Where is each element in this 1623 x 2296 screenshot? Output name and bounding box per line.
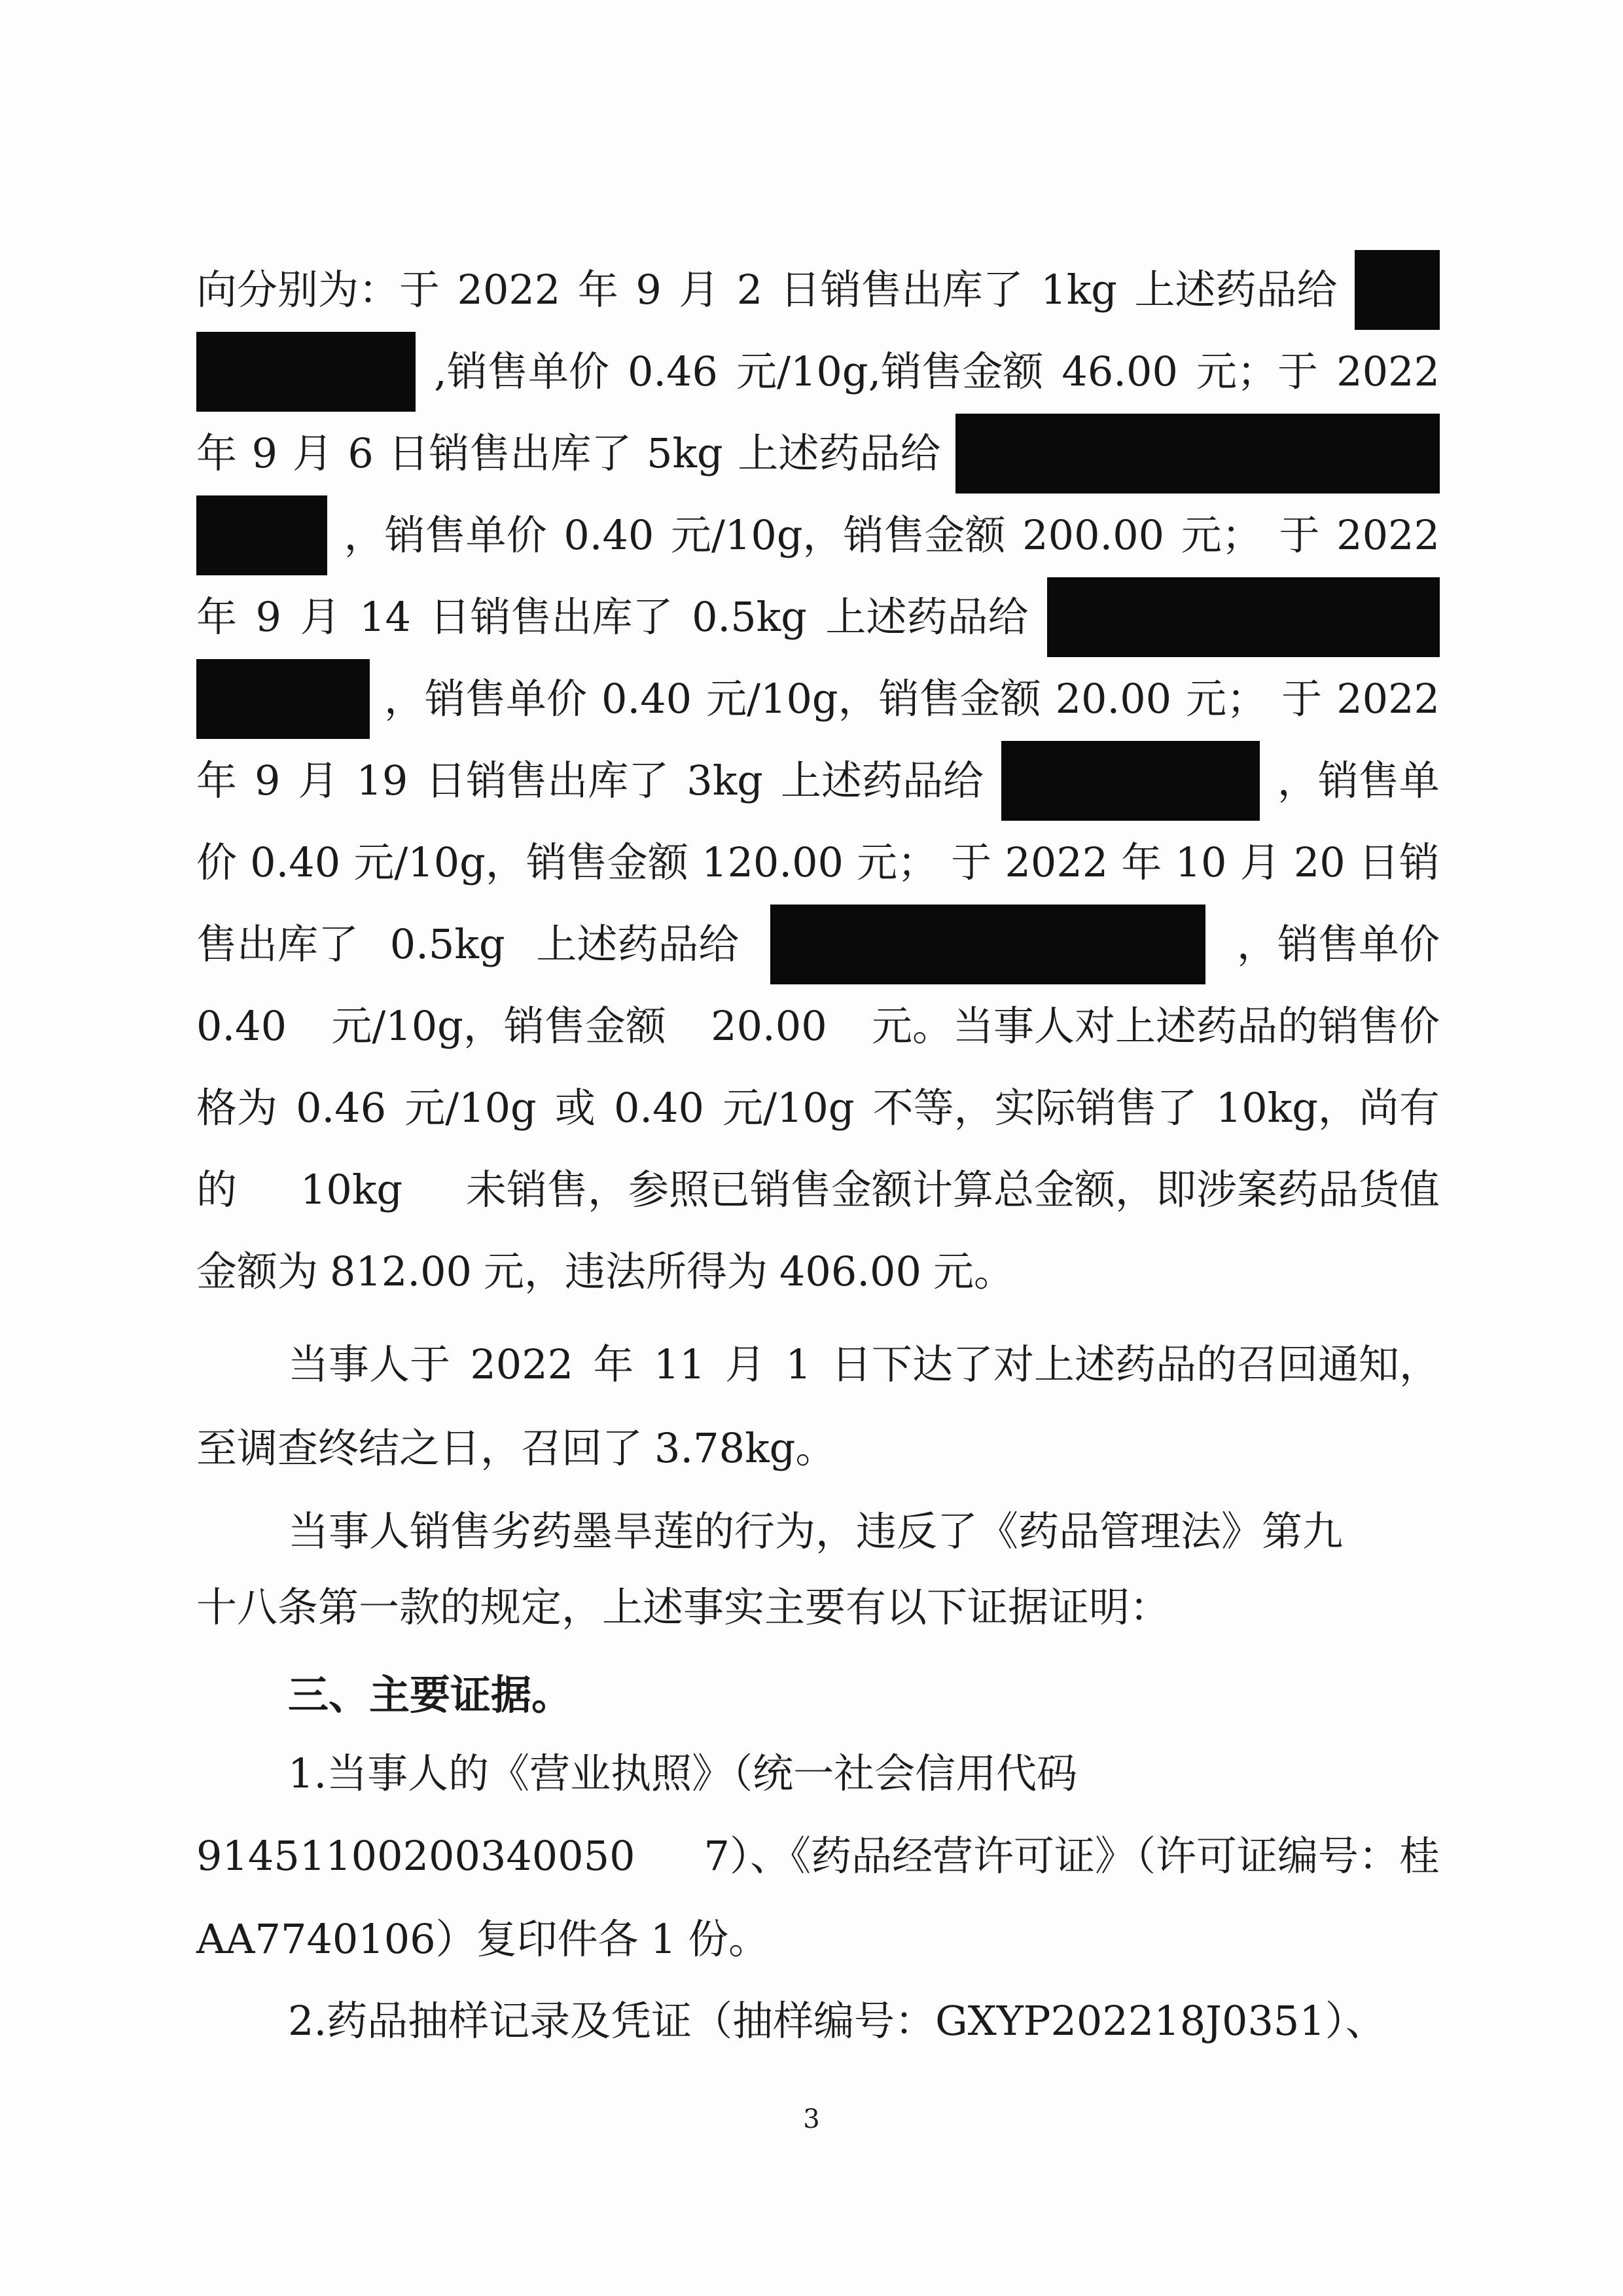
text-line: ，销售单价 0.40 元/10g，销售金额 200.00 元； 于 2022 [196, 494, 1440, 577]
redaction-block [196, 332, 416, 412]
text-line: 0.40 元/10g，销售金额 20.00 元。当事人对上述药品的销售价 [196, 1002, 1440, 1050]
text-line: 的 10kg 未销售，参照已销售金额计算总金额，即涉案药品货值 [196, 1166, 1440, 1213]
section-heading: 三、主要证据。 [288, 1671, 573, 1719]
text-line: 至调查终结之日，召回了 3.78kg。 [196, 1424, 836, 1472]
redaction-block [955, 414, 1440, 493]
text-line: 1.当事人的《营业执照》（统一社会信用代码 [288, 1749, 1078, 1797]
redaction-block [1355, 250, 1440, 330]
text-line: 十八条第一款的规定，上述事实主要有以下证据证明： [196, 1583, 1171, 1631]
text-line: 向分别为：于 2022 年 9 月 2 日销售出库了 1kg 上述药品给 [196, 249, 1440, 331]
redaction-block [196, 659, 370, 739]
text-line: 售出库了 0.5kg 上述药品给 ，销售单价 [196, 903, 1440, 986]
text-line: 当事人销售劣药墨旱莲的行为，违反了《药品管理法》第九 [288, 1507, 1344, 1555]
redaction-block [196, 495, 327, 575]
redaction-block [770, 905, 1205, 984]
text-line: 年 9 月 14 日销售出库了 0.5kg 上述药品给 [196, 576, 1440, 658]
text-line: 91451100200340050 7）、《药品经营许可证》（许可证编号：桂 [196, 1832, 1440, 1880]
text-line: 当事人于 2022 年 11 月 1 日下达了对上述药品的召回通知， [288, 1340, 1440, 1388]
page-number: 3 [803, 2104, 820, 2134]
text-line: ，销售单价 0.40 元/10g，销售金额 20.00 元； 于 2022 [196, 658, 1440, 740]
text-line: 格为 0.46 元/10g 或 0.40 元/10g 不等，实际销售了 10kg，尚有 [196, 1084, 1440, 1132]
text-line: 价 0.40 元/10g，销售金额 120.00 元； 于 2022 年 10 月 20 日销 [196, 838, 1440, 886]
text-line: AA7740106）复印件各 1 份。 [196, 1915, 770, 1963]
text-line: 2.药品抽样记录及凭证（抽样编号：GXYP202218J0351）、 [288, 1997, 1386, 2045]
text-line: 年 9 月 19 日销售出库了 3kg 上述药品给 ，销售单 [196, 740, 1440, 822]
text-line: ,销售单价 0.46 元/10g,销售金额 46.00 元；于 2022 [196, 331, 1440, 413]
redaction-block [1001, 741, 1260, 821]
redaction-block [1047, 577, 1440, 657]
text-line: 年 9 月 6 日销售出库了 5kg 上述药品给 [196, 412, 1440, 495]
text-line: 金额为 812.00 元，违法所得为 406.00 元。 [196, 1247, 1014, 1295]
